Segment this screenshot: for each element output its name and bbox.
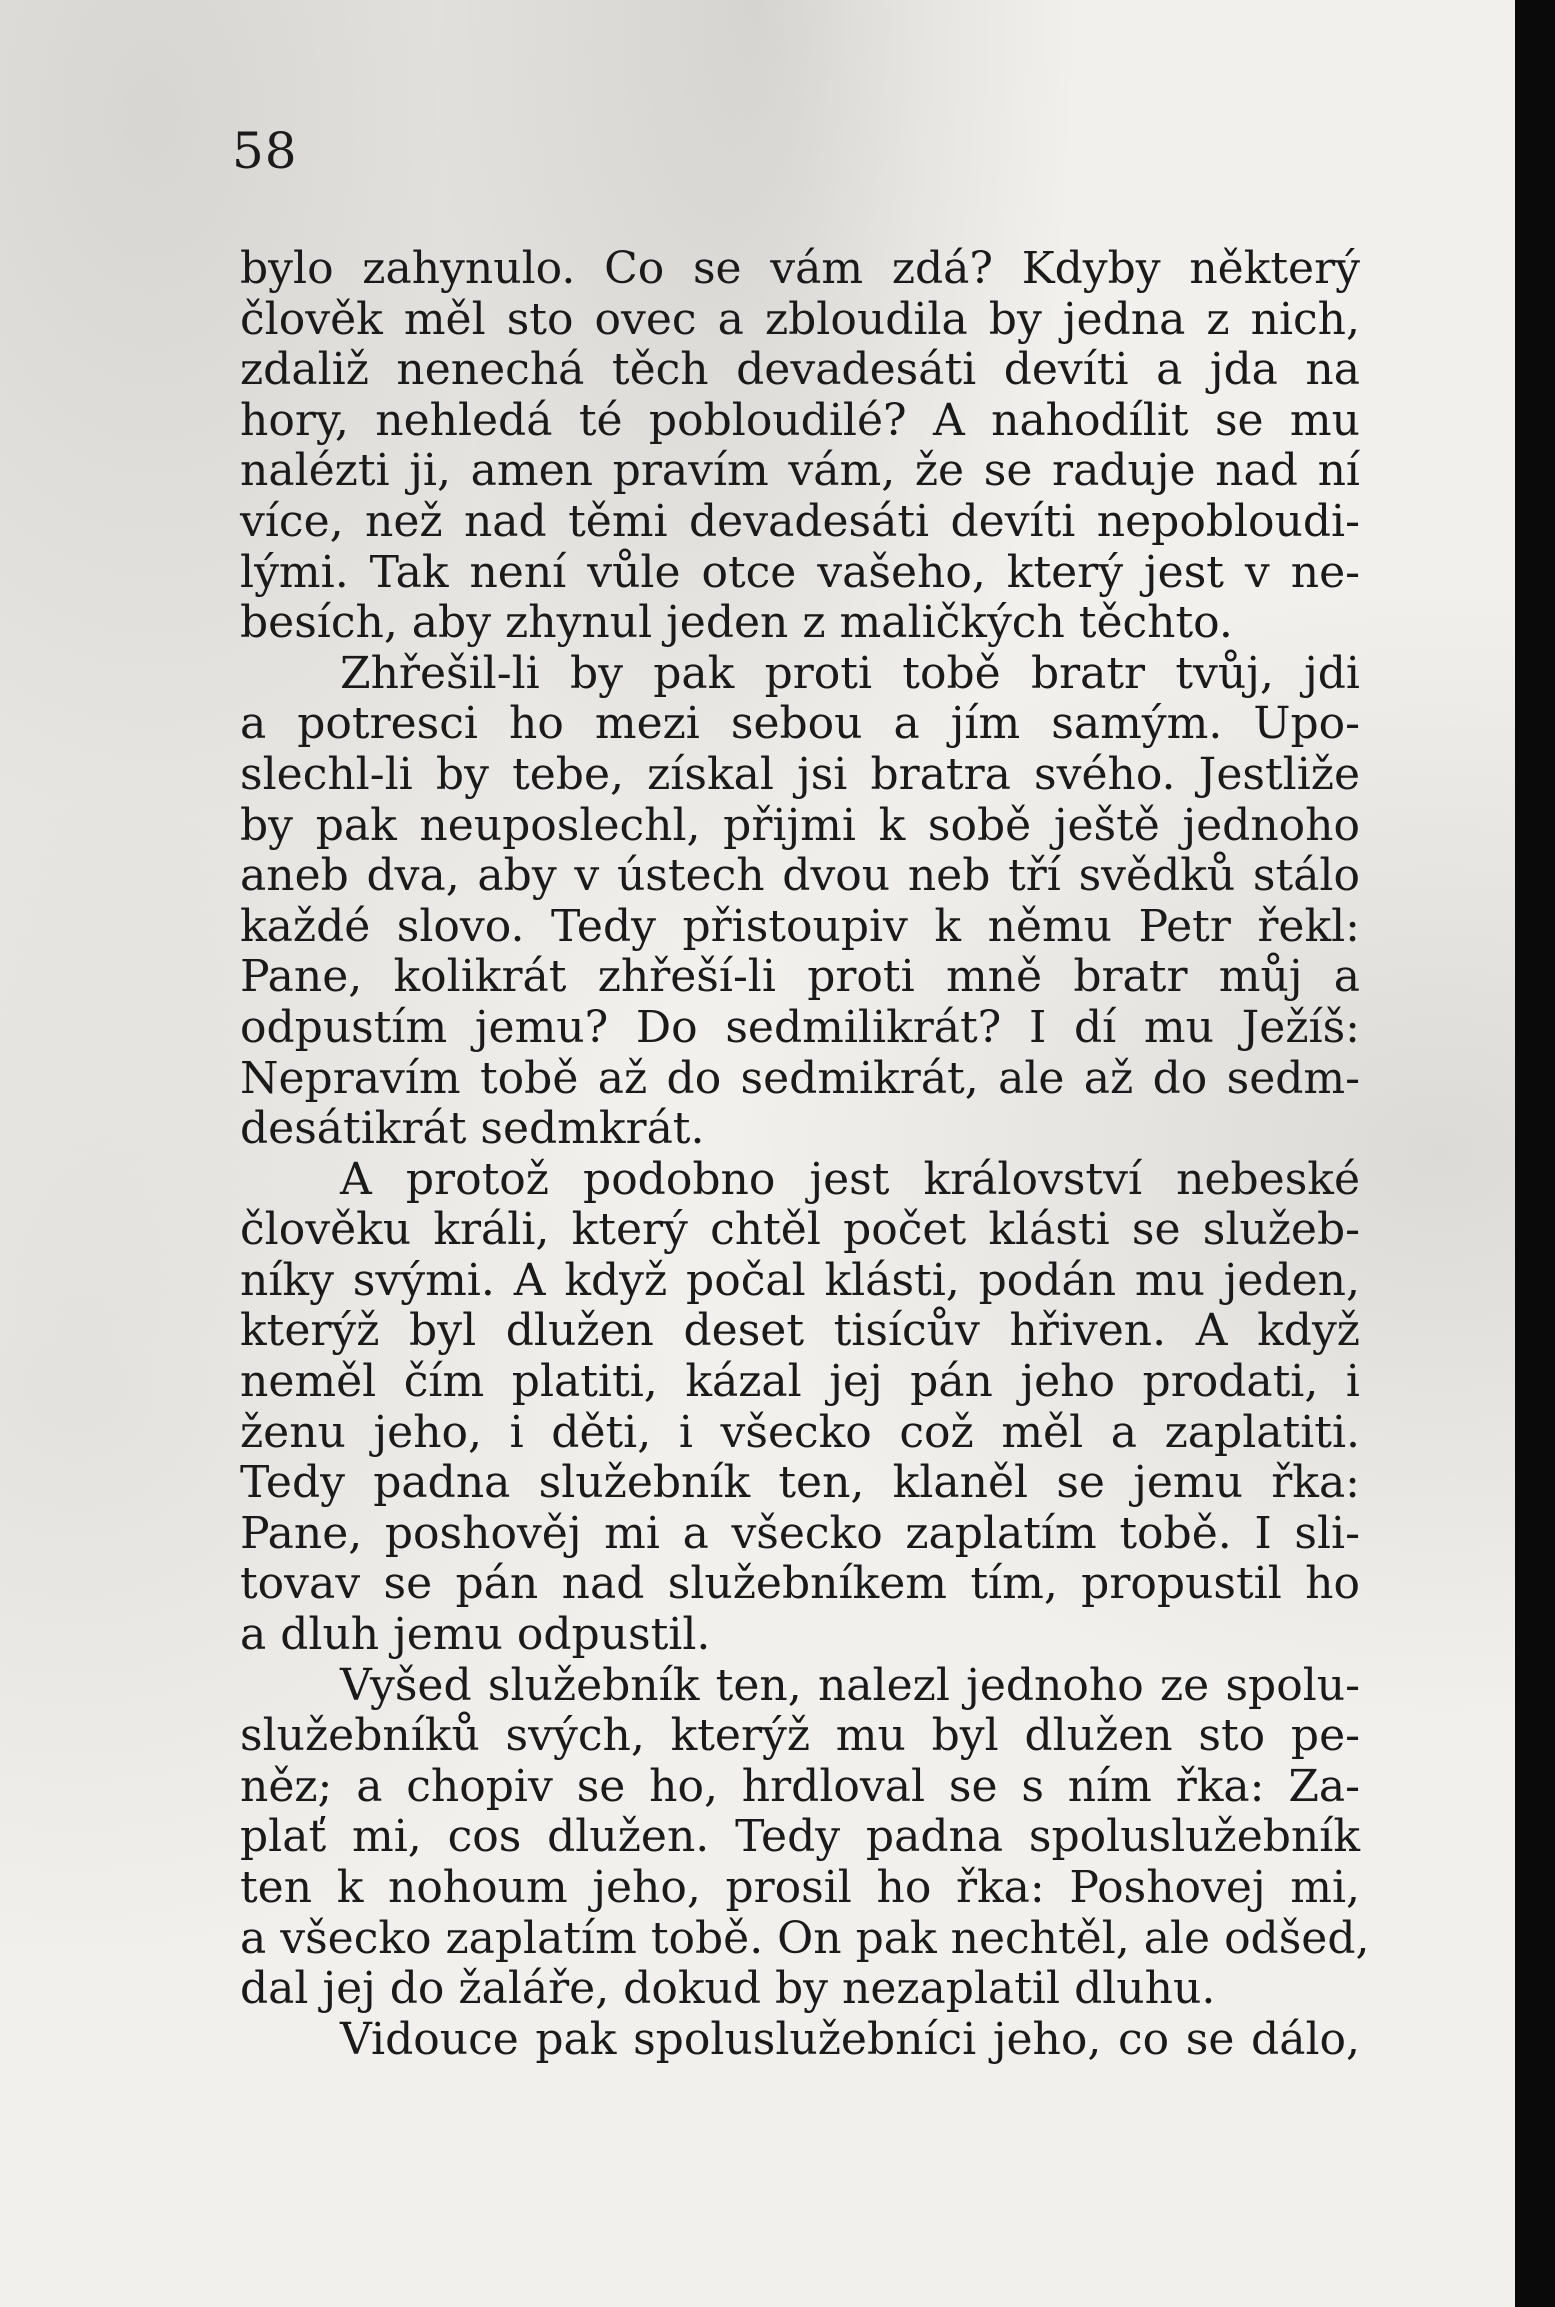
text-line: A protož podobno jest království nebeské [340, 1153, 1360, 1205]
text-line: odpustím jemu? Do sedmilikrát? I dí mu Ježíš: [240, 1001, 1360, 1053]
text-line: plať mi, cos dlužen. Tedy padna spoluslužebník [240, 1811, 1360, 1863]
text-line: besích, aby zhynul jeden z maličkých těchto. [240, 597, 1233, 649]
text-line: níky svými. A když počal klásti, podán mu jeden, [240, 1254, 1360, 1306]
text-line: člověku králi, který chtěl počet klásti se služeb- [240, 1204, 1360, 1256]
text-line: dal jej do žaláře, dokud by nezaplatil dluhu. [240, 1963, 1216, 2015]
text-line: lými. Tak není vůle otce vašeho, který jest v ne- [240, 546, 1360, 598]
text-line: bylo zahynulo. Co se vám zdá? Kdyby některý [240, 243, 1360, 294]
text-line: služebníků svých, kterýž mu byl dlužen sto pe- [240, 1710, 1360, 1762]
text-line: zdaliž nenechá těch devadesáti devíti a jda na [240, 344, 1360, 396]
text-line: a potresci ho mezi sebou a jím samým. Upo- [240, 698, 1360, 750]
text-line: tovav se pán nad služebníkem tím, propustil ho [240, 1558, 1360, 1610]
text-line: a dluh jemu odpustil. [240, 1609, 711, 1661]
text-line: Vyšed služebník ten, nalezl jednoho ze spolu- [340, 1659, 1360, 1711]
text-line: ženu jeho, i děti, i všecko což měl a zaplatiti. [240, 1406, 1360, 1458]
text-line: aneb dva, aby v ústech dvou neb tří svědků stálo [240, 850, 1360, 902]
text-line: Pane, kolikrát zhřeší-li proti mně bratr můj a [240, 951, 1360, 1003]
text-line: neměl čím platiti, kázal jej pán jeho prodati, i [240, 1356, 1360, 1408]
text-line: Nepravím tobě až do sedmikrát, ale až do sedm- [240, 1052, 1360, 1104]
text-line: více, než nad těmi devadesáti devíti nepobloudi- [240, 495, 1360, 547]
text-line: hory, nehledá té pobloudilé? A nahodílit se mu [240, 394, 1360, 446]
text-line: desátikrát sedmkrát. [240, 1103, 705, 1155]
text-line: a všecko zaplatím tobě. On pak nechtěl, ale odšed, [240, 1912, 1370, 1964]
text-line: něz; a chopiv se ho, hrdloval se s ním řka: Za- [240, 1760, 1360, 1812]
text-line: slechl-li by tebe, získal jsi bratra svého. Jestliže [240, 748, 1360, 800]
text-line: člověk měl sto ovec a zbloudila by jedna z nich, [240, 293, 1360, 345]
text-line: Tedy padna služebník ten, klaněl se jemu řka: [240, 1457, 1360, 1509]
text-line: ten k nohoum jeho, prosil ho řka: Poshovej mi, [240, 1862, 1360, 1913]
text-line: nalézti ji, amen pravím vám, že se raduje nad ní [240, 445, 1360, 497]
text-line: kterýž byl dlužen deset tisícův hřiven. A když [240, 1305, 1360, 1357]
page-number: 58 [232, 122, 298, 180]
text-line: Vidouce pak spoluslužebníci jeho, co se dálo, [340, 2013, 1360, 2065]
text-line: Pane, poshověj mi a všecko zaplatím tobě. I sli- [240, 1507, 1360, 1559]
text-line: Zhřešil-li by pak proti tobě bratr tvůj, jdi [340, 647, 1360, 699]
text-line: by pak neuposlechl, přijmi k sobě ještě jednoho [240, 799, 1360, 851]
body-text [240, 243, 1370, 2065]
text-line: každé slovo. Tedy přistoupiv k němu Petr řekl: [240, 900, 1360, 952]
scan-edge [1515, 0, 1555, 2307]
